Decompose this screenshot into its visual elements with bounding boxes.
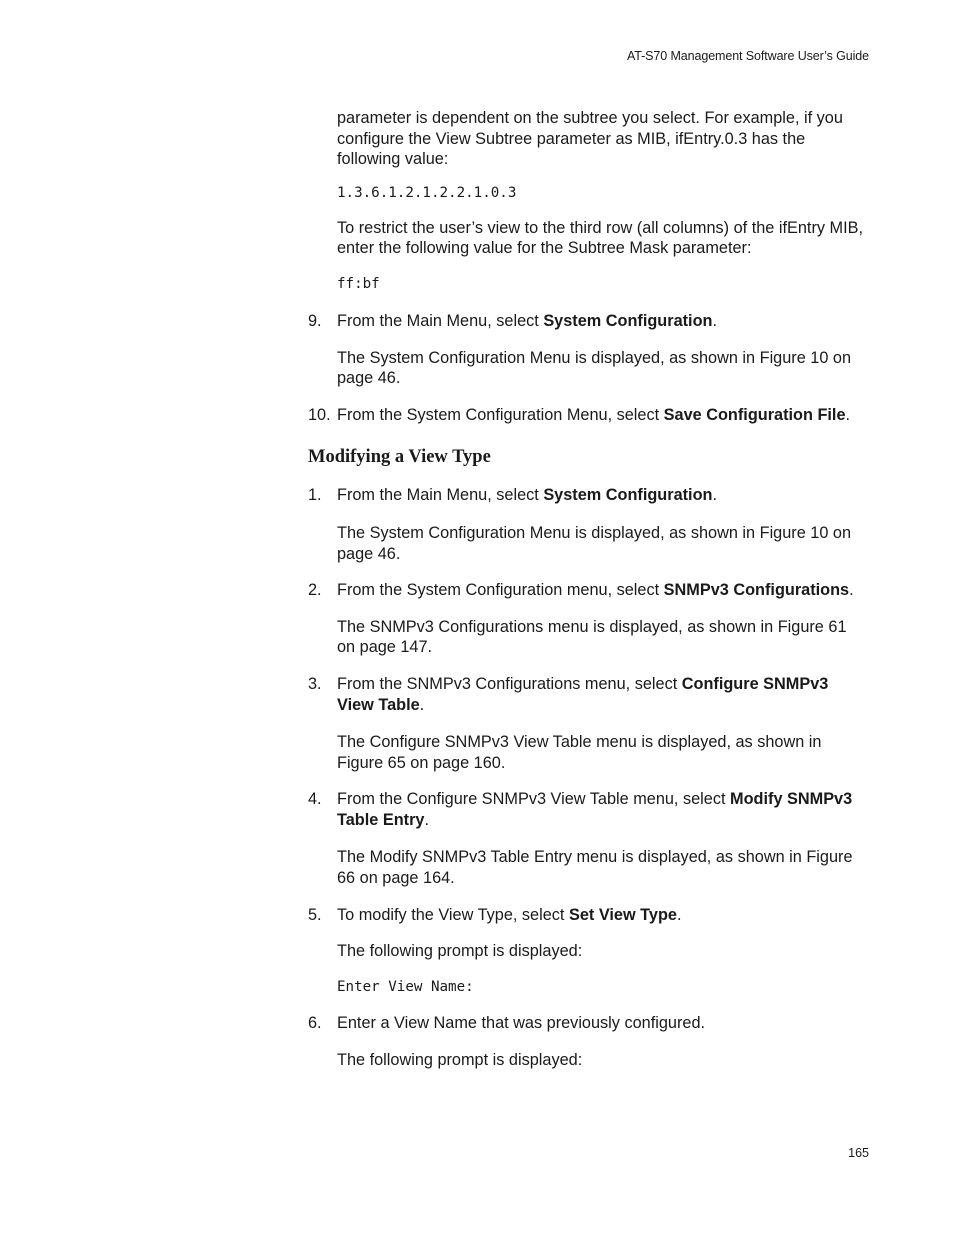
step-text: From the SNMPv3 Configurations menu, select Configure SNMPv3 View Table. bbox=[337, 674, 829, 714]
step-text: Enter a View Name that was previously configured. bbox=[337, 1013, 706, 1032]
step-note: The System Configuration Menu is displayed, as shown in Figure 10 on page 46. bbox=[337, 523, 852, 563]
page-number: 165 bbox=[848, 1146, 869, 1160]
page-body bbox=[308, 108, 868, 1071]
step-6 bbox=[308, 1013, 868, 1034]
step-text: From the Main Menu, select System Configuration. bbox=[337, 486, 718, 505]
code-prompt: Enter View Name: bbox=[337, 978, 474, 995]
step-number: 1. bbox=[308, 486, 322, 505]
step-note: The Modify SNMPv3 Table Entry menu is displayed, as shown in Figure 66 on page 164. bbox=[337, 848, 853, 888]
step-10 bbox=[308, 405, 868, 426]
step-text: From the Configure SNMPv3 View Table menu, select Modify SNMPv3 Table Entry. bbox=[337, 790, 853, 829]
step-note: The following prompt is displayed: bbox=[337, 1051, 583, 1070]
step-note: The Configure SNMPv3 View Table menu is displayed, as shown in Figure 65 on page 160. bbox=[337, 733, 822, 772]
mask-paragraph: To restrict the user’s view to the third row (all columns) of the ifEntry MIB, enter the following value for the Subtree Mask parameter: bbox=[337, 218, 864, 258]
step-number: 4. bbox=[308, 790, 322, 809]
step-3 bbox=[308, 674, 868, 715]
code-oid-value: 1.3.6.1.2.1.2.2.1.0.3 bbox=[337, 184, 517, 201]
step-text: From the Main Menu, select System Configuration. bbox=[337, 311, 718, 330]
step-4 bbox=[308, 789, 868, 830]
step-text: To modify the View Type, select Set View Type. bbox=[337, 905, 682, 924]
step-note: The following prompt is displayed: bbox=[337, 942, 583, 961]
step-text: From the System Configuration menu, select SNMPv3 Configurations. bbox=[337, 581, 854, 600]
step-number: 3. bbox=[308, 674, 322, 693]
running-header: AT-S70 Management Software User’s Guide bbox=[626, 49, 869, 63]
step-1 bbox=[308, 485, 868, 506]
step-note: The SNMPv3 Configurations menu is displayed, as shown in Figure 61 on page 147. bbox=[337, 617, 847, 657]
section-heading: Modifying a View Type bbox=[308, 447, 491, 468]
intro-paragraph: parameter is dependent on the subtree you select. For example, if you configure the View Subtree parameter as MIB, ifEntry.0.3 has the following value: bbox=[337, 109, 843, 169]
step-number: 10. bbox=[308, 405, 331, 424]
step-note: The System Configuration Menu is displayed, as shown in Figure 10 on page 46. bbox=[337, 348, 852, 388]
step-number: 5. bbox=[308, 905, 322, 924]
step-2 bbox=[308, 580, 868, 601]
step-number: 2. bbox=[308, 581, 322, 600]
code-mask-value: ff:bf bbox=[337, 275, 380, 292]
step-text: From the System Configuration Menu, select Save Configuration File. bbox=[337, 405, 851, 424]
step-number: 9. bbox=[308, 311, 322, 330]
step-5 bbox=[308, 905, 868, 926]
step-9 bbox=[308, 311, 868, 332]
step-number: 6. bbox=[308, 1013, 322, 1032]
